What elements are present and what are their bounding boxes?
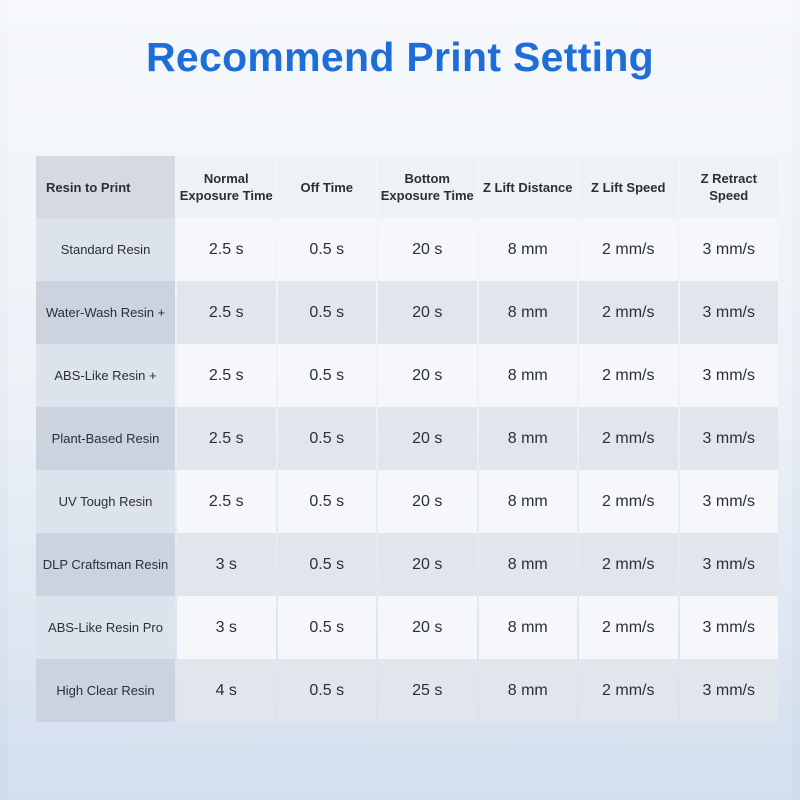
z-lift-speed-value: 2 mm/s <box>579 533 678 596</box>
z-lift-speed-value: 2 mm/s <box>579 470 678 533</box>
z-retract-speed-value: 3 mm/s <box>680 659 779 722</box>
table-row <box>36 470 778 533</box>
z-retract-speed-value: 3 mm/s <box>680 407 779 470</box>
normal-exposure-value: 4 s <box>177 659 276 722</box>
table-row <box>36 344 778 407</box>
z-retract-speed-value: 3 mm/s <box>680 281 779 344</box>
table-row <box>36 218 778 281</box>
bottom-exposure-value: 20 s <box>378 281 477 344</box>
bottom-exposure-value: 20 s <box>378 407 477 470</box>
z-lift-speed-value: 2 mm/s <box>579 596 678 659</box>
table-row <box>36 533 778 596</box>
column-header-resin: Resin to Print <box>36 156 175 218</box>
off-time-value: 0.5 s <box>278 659 377 722</box>
z-lift-distance-value: 8 mm <box>479 533 578 596</box>
resin-name: Standard Resin <box>36 218 175 281</box>
page-title: Recommend Print Setting <box>145 34 655 80</box>
normal-exposure-value: 2.5 s <box>177 470 276 533</box>
z-lift-speed-value: 2 mm/s <box>579 218 678 281</box>
table-row <box>36 596 778 659</box>
off-time-value: 0.5 s <box>278 470 377 533</box>
z-lift-distance-value: 8 mm <box>479 470 578 533</box>
z-lift-distance-value: 8 mm <box>479 218 578 281</box>
z-lift-speed-value: 2 mm/s <box>579 407 678 470</box>
bottom-exposure-value: 20 s <box>378 596 477 659</box>
resin-name: Water-Wash Resin + <box>36 281 175 344</box>
resin-name: ABS-Like Resin Pro <box>36 596 175 659</box>
z-lift-speed-value: 2 mm/s <box>579 344 678 407</box>
normal-exposure-value: 2.5 s <box>177 407 276 470</box>
z-lift-distance-value: 8 mm <box>479 281 578 344</box>
column-header-off-time: Off Time <box>278 156 377 218</box>
z-retract-speed-value: 3 mm/s <box>680 596 779 659</box>
column-header-z-retract-speed: Z Retract Speed <box>680 156 779 218</box>
z-lift-distance-value: 8 mm <box>479 344 578 407</box>
column-header-normal-exposure: Normal Exposure Time <box>177 156 276 218</box>
resin-name: High Clear Resin <box>36 659 175 722</box>
resin-name: ABS-Like Resin + <box>36 344 175 407</box>
off-time-value: 0.5 s <box>278 344 377 407</box>
bottom-exposure-value: 25 s <box>378 659 477 722</box>
bottom-exposure-value: 20 s <box>378 344 477 407</box>
table-row <box>36 407 778 470</box>
column-header-bottom-exposure: Bottom Exposure Time <box>378 156 477 218</box>
z-lift-speed-value: 2 mm/s <box>579 659 678 722</box>
resin-name: DLP Craftsman Resin <box>36 533 175 596</box>
resin-name: UV Tough Resin <box>36 470 175 533</box>
normal-exposure-value: 2.5 s <box>177 218 276 281</box>
column-header-z-lift-distance: Z Lift Distance <box>479 156 578 218</box>
table-row <box>36 281 778 344</box>
z-lift-distance-value: 8 mm <box>479 659 578 722</box>
print-settings-table <box>34 156 780 722</box>
bottom-exposure-value: 20 s <box>378 533 477 596</box>
bottom-exposure-value: 20 s <box>378 470 477 533</box>
normal-exposure-value: 2.5 s <box>177 281 276 344</box>
z-retract-speed-value: 3 mm/s <box>680 218 779 281</box>
page-background <box>8 0 792 800</box>
off-time-value: 0.5 s <box>278 281 377 344</box>
bottom-exposure-value: 20 s <box>378 218 477 281</box>
z-lift-speed-value: 2 mm/s <box>579 281 678 344</box>
off-time-value: 0.5 s <box>278 218 377 281</box>
off-time-value: 0.5 s <box>278 533 377 596</box>
off-time-value: 0.5 s <box>278 407 377 470</box>
table-row <box>36 659 778 722</box>
z-retract-speed-value: 3 mm/s <box>680 470 779 533</box>
z-lift-distance-value: 8 mm <box>479 407 578 470</box>
z-retract-speed-value: 3 mm/s <box>680 344 779 407</box>
z-retract-speed-value: 3 mm/s <box>680 533 779 596</box>
z-lift-distance-value: 8 mm <box>479 596 578 659</box>
resin-name: Plant-Based Resin <box>36 407 175 470</box>
table-header-row <box>36 156 778 218</box>
normal-exposure-value: 3 s <box>177 596 276 659</box>
off-time-value: 0.5 s <box>278 596 377 659</box>
normal-exposure-value: 3 s <box>177 533 276 596</box>
column-header-z-lift-speed: Z Lift Speed <box>579 156 678 218</box>
normal-exposure-value: 2.5 s <box>177 344 276 407</box>
